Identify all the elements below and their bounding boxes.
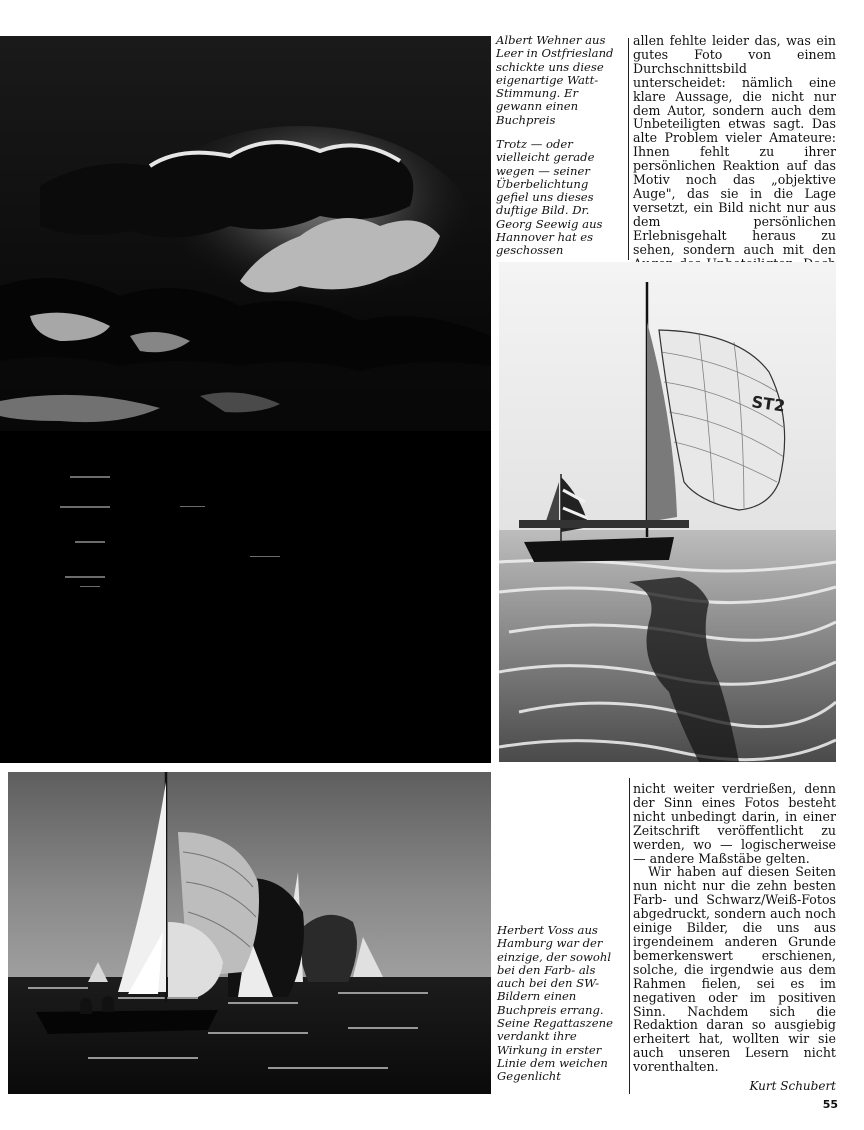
caption-seewig-text: Trotz — oder vielleicht gerade wegen — seiner Überbelichtung gefiel uns dieses duftige Bild. Dr. Georg Seewig aus Hannover hat es geschossen — [496, 137, 603, 258]
article-paragraph: nicht weiter verdrießen, denn der Sinn eines Fotos besteht nicht unbedingt darin, in einer Zeitschrift veröffentlicht zu werden, wo — logischerweise — andere Maßstäbe gelten. — [633, 781, 836, 866]
caption-voss — [497, 924, 627, 1084]
column-rule — [629, 778, 630, 1094]
article-column-bottom — [633, 782, 836, 1074]
column-rule — [628, 38, 629, 260]
article-column-top — [633, 34, 836, 284]
caption-wehner-text: Albert Wehner aus Leer in Ostfriesland schickte uns diese eigenartige Watt-Stimmung. Er gewann einen Buchpreis — [496, 33, 614, 127]
article-paragraph: Wir haben auf diesen Seiten nun nicht nur die zehn besten Farb- und Schwarz/Weiß-Fotos abgedruckt, sondern auch noch einige Bilder, die uns aus irgendeinem anderen Grunde bemerkenswert erschienen, solche, die irgendwie aus dem Rahmen fielen, sei es im negativen oder im positiven Sinn. Nachdem sich die Redaktion daran so ausgiebig erheitert hat, wollten wir sie auch unseren Lesern nicht vorenthalten. — [633, 864, 836, 1075]
page-number: 55 — [822, 1098, 838, 1111]
photo-sailboat-spinnaker — [499, 262, 836, 762]
photo-regatta — [8, 772, 491, 1094]
caption-voss-text: Herbert Voss aus Hamburg war der einzige, der sowohl bei den Farb- als auch bei den SW-Bildern einen Buchpreis errang. Seine Regattaszene verdankt ihre Wirkung in erster Linie dem weichen Gegenlicht — [497, 923, 613, 1084]
photo-watt-stimmung — [0, 36, 491, 763]
article-paragraph: allen fehlte leider das, was ein gutes Foto von einem Durchschnittsbild unterscheidet: nämlich eine klare Aussage, die nicht nur dem Autor, sondern auch dem Unbeteiligten etwas sagt. Das alte Problem vieler Amateure: Ihnen fehlt zu ihrer persönlichen Reaktion auf das Motiv noch das „objektive Auge", das sie in die Lage versetzt, ein Bild nicht nur aus dem persönlichen Erlebnisgehalt heraus zu sehen, sondern auch mit den — [633, 33, 836, 257]
sail-number: ST2 — [750, 392, 787, 416]
author-byline: Kurt Schubert — [749, 1079, 836, 1093]
caption-wehner — [496, 34, 624, 127]
caption-seewig — [496, 138, 624, 258]
